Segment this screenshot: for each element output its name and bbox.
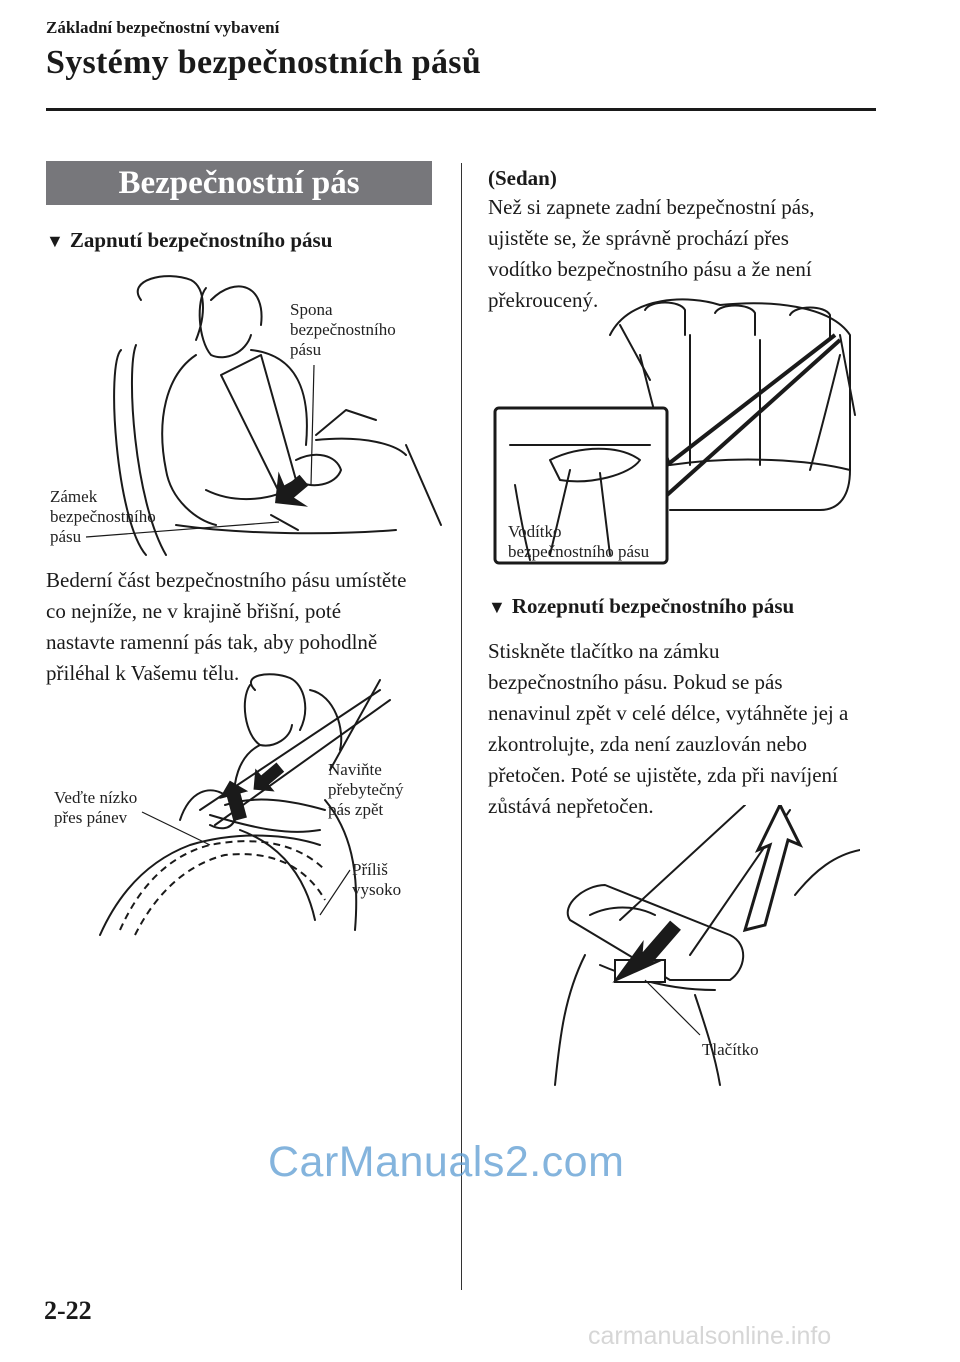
callout-too-high: Příliš vysoko xyxy=(352,860,402,899)
sedan-label: (Sedan) xyxy=(488,166,557,190)
unfasten-paragraph: Stiskněte tlačítko na zámku bezpečnostního pásu. Pokud se pás nenavinul zpět v celé délce, vytáhněte jej a zkontrolujte, zda není zauzlován nebo přetočen. Poté se ujistěte, zda při navíjení zůstává nepřetočen. xyxy=(488,639,849,818)
footer-site-label: carmanualsonline.info xyxy=(588,1322,832,1350)
page-title: Systémy bezpečnostních pásů xyxy=(46,44,482,81)
title-divider xyxy=(46,108,876,111)
section-title: Bezpečnostní pás xyxy=(46,161,432,205)
sedan-paragraph: Než si zapnete zadní bezpečnostní pás, ujistěte se, že správně prochází přes vodítko bezpečnostního pásu a že není překroucený. xyxy=(488,195,815,312)
callout-buckle: Zámek bezpečnostního pásu xyxy=(50,487,156,546)
column-divider xyxy=(461,163,462,1290)
unfasten-heading xyxy=(488,594,794,619)
unfasten-heading-text: Rozepnutí bezpečnostního pásu xyxy=(511,594,795,618)
fasten-paragraph: Bederní část bezpečnostního pásu umístěte co nejníže, ne v krajině břišní, poté nastavte ramenní pás tak, aby pohodlně přiléhal k Vašemu tělu. xyxy=(46,568,407,685)
fasten-heading-text: Zapnutí bezpečnostního pásu xyxy=(69,228,333,252)
callout-belt-guide: Vodítko bezpečnostního pásu xyxy=(508,522,650,561)
breadcrumb: Základní bezpečnostní vybavení xyxy=(46,18,280,37)
callout-release-button: Tlačítko xyxy=(702,1040,759,1059)
callout-retract: Naviňte přebytečný pás zpět xyxy=(328,760,404,819)
callout-latch-plate: Spona bezpečnostního pásu xyxy=(290,300,396,359)
triangle-bullet-icon: ▼ xyxy=(46,231,64,251)
release-button-illustration xyxy=(515,805,860,1090)
triangle-bullet-icon: ▼ xyxy=(488,597,506,617)
callout-low-pelvis: Veďte nízko přes pánev xyxy=(54,788,138,827)
fasten-heading xyxy=(46,228,332,253)
watermark: CarManuals2.com xyxy=(268,1138,625,1186)
page-number: 2-22 xyxy=(44,1296,92,1325)
